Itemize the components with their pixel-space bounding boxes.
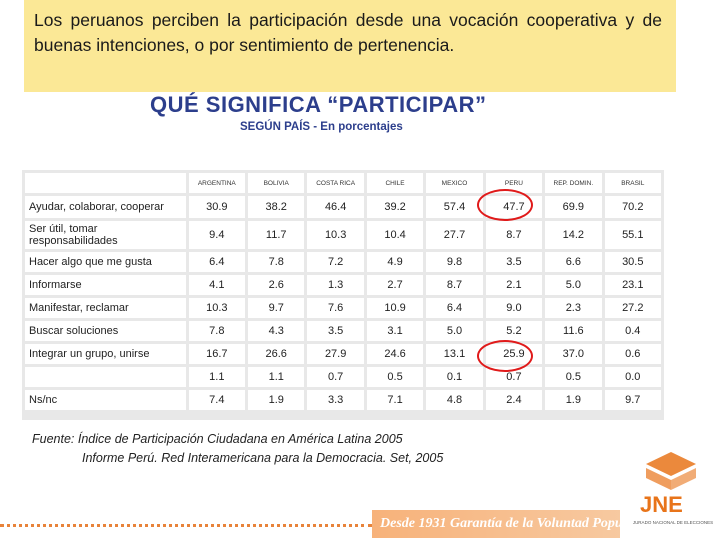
- table-cell: 9.0: [486, 298, 542, 318]
- table-row: [25, 221, 661, 249]
- table-cell: 46.4: [307, 196, 363, 218]
- table-cell: 6.4: [426, 298, 482, 318]
- table-cell: 8.7: [426, 275, 482, 295]
- table-cell: 0.5: [367, 367, 423, 387]
- table-cell: 3.5: [307, 321, 363, 341]
- table-cell: 7.8: [189, 321, 245, 341]
- table-cell: 0.5: [545, 367, 601, 387]
- slide-subtitle: SEGÚN PAÍS - En porcentajes: [240, 121, 403, 133]
- table-cell: 38.2: [248, 196, 304, 218]
- data-table: [22, 170, 664, 413]
- table-corner-cell: [25, 173, 186, 193]
- table-cell: 3.5: [486, 252, 542, 272]
- row-label: Integrar un grupo, unirse: [25, 344, 186, 364]
- table-row: [25, 344, 661, 364]
- table-cell: 0.6: [605, 344, 661, 364]
- table-cell: 2.3: [545, 298, 601, 318]
- table-cell: 1.1: [189, 367, 245, 387]
- column-header: MEXICO: [426, 173, 482, 193]
- table-cell: 5.0: [545, 275, 601, 295]
- table-cell: 7.1: [367, 390, 423, 410]
- table-cell: 6.4: [189, 252, 245, 272]
- highlight-circle-peru-top: [477, 189, 533, 221]
- table-row: [25, 252, 661, 272]
- table-row: [25, 196, 661, 218]
- table-cell: 5.2: [486, 321, 542, 341]
- table-cell: 2.6: [248, 275, 304, 295]
- table-cell: 39.2: [367, 196, 423, 218]
- table-cell: 4.9: [367, 252, 423, 272]
- table-cell: 37.0: [545, 344, 601, 364]
- table-cell: 7.6: [307, 298, 363, 318]
- table-cell: 30.9: [189, 196, 245, 218]
- column-header: BOLIVIA: [248, 173, 304, 193]
- table-cell: 4.3: [248, 321, 304, 341]
- header-text: Los peruanos perciben la participación desde una vocación cooperativa y de buenas intenciones, o por sentimiento de pertenencia.: [34, 10, 662, 55]
- table-row: [25, 275, 661, 295]
- table-cell: 26.6: [248, 344, 304, 364]
- table-cell: 57.4: [426, 196, 482, 218]
- table-cell: 0.4: [605, 321, 661, 341]
- table-cell: 4.1: [189, 275, 245, 295]
- row-label: [25, 367, 186, 387]
- table-cell: 13.1: [426, 344, 482, 364]
- table-cell: 25.9: [486, 344, 542, 364]
- table-header-row: [25, 173, 661, 193]
- table-cell: 9.8: [426, 252, 482, 272]
- table-cell: 70.2: [605, 196, 661, 218]
- highlight-circle-peru-group: [477, 340, 533, 372]
- table-cell: 10.3: [307, 221, 363, 249]
- header-callout: [24, 0, 676, 92]
- footer-slogan-band: [372, 510, 640, 538]
- column-header: PERU: [486, 173, 542, 193]
- table-cell: 1.9: [545, 390, 601, 410]
- row-label: Informarse: [25, 275, 186, 295]
- table-cell: 2.4: [486, 390, 542, 410]
- row-label: Ayudar, colaborar, cooperar: [25, 196, 186, 218]
- table-cell: 9.4: [189, 221, 245, 249]
- row-label: Hacer algo que me gusta: [25, 252, 186, 272]
- table-row: [25, 390, 661, 410]
- table-cell: 69.9: [545, 196, 601, 218]
- table-row: [25, 298, 661, 318]
- table-cell: 16.7: [189, 344, 245, 364]
- table-cell: 24.6: [367, 344, 423, 364]
- table-row: [25, 367, 661, 387]
- source-line-1: Fuente: Índice de Participación Ciudadana en América Latina 2005: [32, 432, 403, 446]
- table-cell: 27.2: [605, 298, 661, 318]
- row-label: Manifestar, reclamar: [25, 298, 186, 318]
- table-cell: 8.7: [486, 221, 542, 249]
- column-header: REP. DOMIN.: [545, 173, 601, 193]
- table-cell: 6.6: [545, 252, 601, 272]
- row-label: Ser útil, tomar responsabilidades: [25, 221, 186, 249]
- table-cell: 0.1: [426, 367, 482, 387]
- table-cell: 3.1: [367, 321, 423, 341]
- table-cell: 10.9: [367, 298, 423, 318]
- table-row: [25, 321, 661, 341]
- column-header: CHILE: [367, 173, 423, 193]
- slide-title: QUÉ SIGNIFICA “PARTICIPAR”: [150, 92, 487, 117]
- table-cell: 11.6: [545, 321, 601, 341]
- left-margin: [0, 0, 14, 540]
- table-cell: 0.7: [307, 367, 363, 387]
- table-cell: 9.7: [248, 298, 304, 318]
- table-cell: 14.2: [545, 221, 601, 249]
- table-cell: 1.3: [307, 275, 363, 295]
- table-cell: 7.2: [307, 252, 363, 272]
- row-label: Ns/nc: [25, 390, 186, 410]
- footer-dotted-line: [0, 524, 372, 531]
- table-cell: 0.0: [605, 367, 661, 387]
- column-header: ARGENTINA: [189, 173, 245, 193]
- table-cell: 47.7: [486, 196, 542, 218]
- table-cell: 27.7: [426, 221, 482, 249]
- table-cell: 2.1: [486, 275, 542, 295]
- table-cell: 4.8: [426, 390, 482, 410]
- table-cell: 2.7: [367, 275, 423, 295]
- table-cell: 5.0: [426, 321, 482, 341]
- logo-text: JNE: [640, 492, 683, 517]
- row-label: Buscar soluciones: [25, 321, 186, 341]
- column-header: COSTA RICA: [307, 173, 363, 193]
- logo-subtext: JURADO NACIONAL DE ELECCIONES: [632, 520, 714, 525]
- table-cell: 27.9: [307, 344, 363, 364]
- table-cell: 1.9: [248, 390, 304, 410]
- table-cell: 9.7: [605, 390, 661, 410]
- column-header: BRASIL: [605, 173, 661, 193]
- source-note: [32, 430, 443, 468]
- table-cell: 23.1: [605, 275, 661, 295]
- table-cell: 10.3: [189, 298, 245, 318]
- table-cell: 1.1: [248, 367, 304, 387]
- table-cell: 30.5: [605, 252, 661, 272]
- data-table-container: [22, 170, 664, 420]
- table-cell: 55.1: [605, 221, 661, 249]
- table-cell: 11.7: [248, 221, 304, 249]
- table-cell: 7.4: [189, 390, 245, 410]
- table-cell: 7.8: [248, 252, 304, 272]
- table-cell: 0.7: [486, 367, 542, 387]
- footer-slogan: Desde 1931 Garantía de la Voluntad Popular: [380, 516, 640, 531]
- table-cell: 3.3: [307, 390, 363, 410]
- source-line-2: Informe Perú. Red Interamericana para la Democracia. Set, 2005: [82, 451, 444, 465]
- table-cell: 10.4: [367, 221, 423, 249]
